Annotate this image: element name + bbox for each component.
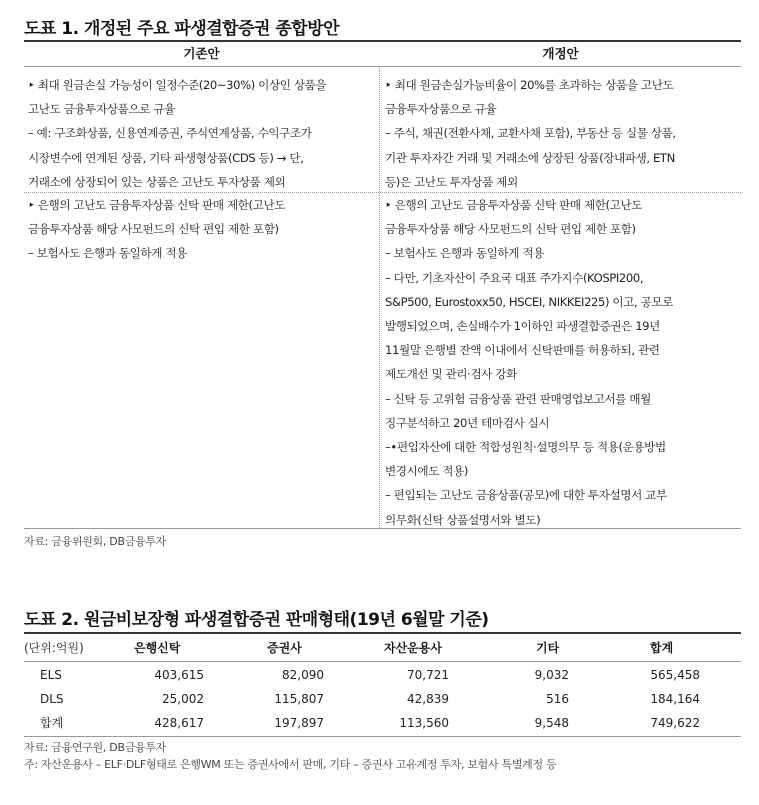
table1-source: 자료: 금융위원회, DB금융투자: [24, 535, 166, 548]
table1-row1-right: [385, 73, 737, 194]
cell-value: 82,090: [282, 668, 324, 682]
col-header-bank-trust: 은행신탁: [134, 641, 181, 655]
cell-value: 9,548: [534, 716, 569, 730]
table2-note: 주: 자산운용사 – ELF·DLF형태로 은행WM 또는 증권사에서 판매, 기타 – 증권사 고유계정 투자, 보험사 특별계정 등: [24, 758, 557, 771]
table2-source: 자료: 금융연구원, DB금융투자: [24, 741, 166, 754]
text-line: – 보험사도 은행과 동일하게 적용: [385, 246, 544, 261]
table1-header-rule: [24, 66, 741, 67]
cell-value: 749,622: [650, 716, 700, 730]
text-line: ‣ 은행의 고난도 금융투자상품 신탁 판매 제한(고난도: [28, 198, 286, 212]
table-row: [24, 663, 741, 687]
table2-header-row: [24, 636, 741, 660]
cell-value: 403,615: [154, 668, 204, 682]
table1-column-divider: [379, 67, 380, 528]
text-line: ‣ 최대 원금손실 가능성이 일정수준(20~30%) 이상인 상품을: [28, 78, 327, 92]
table-row: [24, 687, 741, 711]
cell-value: 197,897: [274, 716, 324, 730]
cell-value: 9,032: [534, 668, 569, 682]
table2-top-rule: [24, 632, 741, 634]
text-line: ‣ 최대 원금손실가능비율이 20%를 초과하는 상품을 고난도: [385, 78, 674, 92]
text-line: –•편입자산에 대한 적합성원칙·설명의무 등 적용(운용방법: [385, 440, 666, 455]
cell-value: 42,839: [407, 692, 449, 706]
text-line: 고난도 금융투자상품으로 규율: [28, 102, 175, 117]
cell-value: 70,721: [407, 668, 449, 682]
col-header-asset-mgmt: 자산운용사: [384, 641, 442, 655]
text-line: – 신탁 등 고위험 금융상품 관련 판매영업보고서를 매월: [385, 391, 651, 406]
text-line: – 예: 구조화상품, 신용연계증권, 주식연계상품, 수익구조가: [28, 126, 312, 141]
table-row: [24, 711, 741, 735]
col-header-securities: 증권사: [267, 641, 302, 655]
table1-row2-right: [385, 193, 737, 532]
col-header-other: 기타: [536, 641, 560, 655]
col-header-total: 합계: [650, 641, 674, 655]
cell-value: 25,002: [162, 692, 204, 706]
table1-row1-left: [28, 73, 374, 194]
cell-value: 115,807: [274, 692, 324, 706]
text-line: – 다만, 기초자산이 주요국 대표 주가지수(KOSPI200,: [385, 270, 644, 285]
text-line: 등)은 고난도 투자상품 제외: [385, 174, 518, 189]
cell-value: 516: [546, 692, 569, 706]
row-label: DLS: [40, 692, 64, 706]
text-line: 발행되었으며, 손실배수가 1이하인 파생결합증권은 19년: [385, 319, 660, 334]
cell-value: 428,617: [154, 716, 204, 730]
unit-label: (단위:억원): [24, 641, 84, 655]
row-label: ELS: [40, 668, 62, 682]
table2-header-rule: [24, 661, 741, 662]
cell-value: 113,560: [399, 716, 449, 730]
text-line: – 보험사도 은행과 동일하게 적용: [28, 246, 187, 261]
text-line: – 편입되는 고난도 금융상품(공모)에 대한 투자설명서 교부: [385, 488, 667, 503]
table2-bottom-rule: [24, 736, 741, 737]
text-line: 제도개선 및 관리·검사 강화: [385, 367, 517, 382]
cell-value: 565,458: [650, 668, 700, 682]
text-line: – 주식, 채권(전환사채, 교환사채 포함), 부동산 등 실물 상품,: [385, 126, 676, 141]
text-line: 징구분석하고 20년 테마검사 실시: [385, 415, 550, 430]
text-line: 거래소에 상장되어 있는 상품은 고난도 투자상품 제외: [28, 174, 286, 189]
table1-top-rule: [24, 40, 741, 42]
text-line: 변경시에도 적용): [385, 464, 469, 479]
text-line: 금융투자상품 해당 사모펀드의 신탁 편입 제한 포함): [28, 222, 279, 237]
table1-header-left: 기존안: [183, 46, 220, 61]
text-line: S&P500, Eurostoxx50, HSCEI, NIKKEI225) 이고, 공모로: [385, 294, 673, 309]
text-line: ‣ 은행의 고난도 금융투자상품 신탁 판매 제한(고난도: [385, 198, 643, 212]
text-line: 시장변수에 연계된 상품, 기타 파생형상품(CDS 등) → 단,: [28, 150, 304, 165]
text-line: 기관 투자자간 거래 및 거래소에 상장된 상품(장내파생, ETN: [385, 150, 675, 165]
table2-title: 도표 2. 원금비보장형 파생결합증권 판매형태(19년 6월말 기준): [24, 610, 489, 630]
text-line: 금융투자상품으로 규율: [385, 102, 497, 117]
text-line: 금융투자상품 해당 사모펀드의 신탁 편입 제한 포함): [385, 222, 636, 237]
table1-header-right: 개정안: [542, 46, 579, 61]
text-line: 11월말 은행별 잔액 이내에서 신탁판매를 허용하되, 관련: [385, 343, 660, 358]
text-line: 의무화(신탁 상품설명서와 별도): [385, 512, 541, 527]
cell-value: 184,164: [650, 692, 700, 706]
table1-row2-left: [28, 193, 374, 266]
row-label: 합계: [40, 716, 64, 730]
table1-title: 도표 1. 개정된 주요 파생결합증권 종합방안: [24, 19, 340, 39]
table1-bottom-rule: [24, 528, 741, 529]
